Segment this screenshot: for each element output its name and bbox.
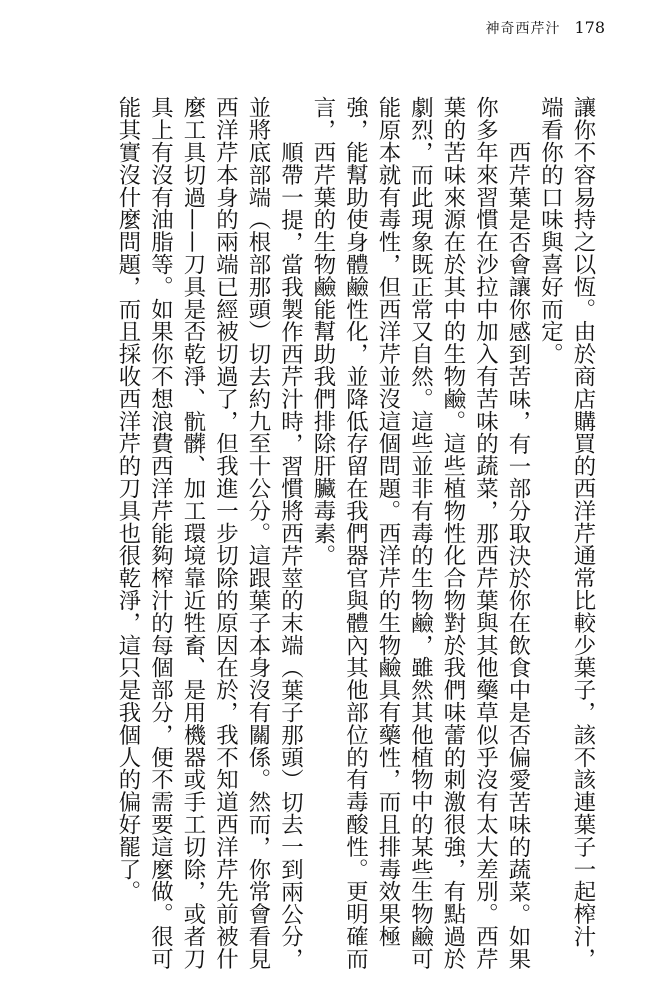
paragraph-3: 順帶一提，當我製作西芹汁時，習慣將西芹莖的末端（葉子那頭）切去一到兩公分，並將底部端（根部那頭）切去約九至十公分。這跟葉子本身沒有關係。然而，你常會看見西洋芹本身的兩端已經被切過了，但我進一步切除的原因在於，我不知道西洋芹先前被什麼工具切過——刀具是否乾淨、骯髒、加工環境靠近牲畜、是用機器或手工切除，或者刀具上有沒有油脂等。如果你不想浪費西洋芹能夠榨汁的每個部分，便不需要這麼做。很可能其實沒什麼問題，而且採收西洋芹的刀具也很乾淨，這只是我個人的偏好罷了。	[115, 96, 304, 970]
paragraph-1: 讓你不容易持之以恆。由於商店購買的西洋芹通常比較少葉子，該不該連葉子一起榨汁，端看你的口味與喜好而定。	[537, 96, 596, 970]
book-title: 神奇西芹汁	[485, 21, 561, 37]
vertical-body-text	[112, 96, 600, 976]
page-number: 178	[574, 18, 605, 37]
running-header	[485, 18, 605, 38]
paragraph-2: 西芹葉是否會讓你感到苦味，有一部分取決於你在飲食中是否偏愛苦味的蔬菜。如果你多年來習慣在沙拉中加入有苦味的蔬菜，那西芹葉與其他藥草似乎沒有太大差別。西芹葉的苦味來源在於其中的生物鹼。這些植物性化合物對於我們味蕾的刺激很強，有點過於劇烈，而此現象既正常又自然。這些並非有毒的生物鹼，雖然其他植物中的某些生物鹼可能原本就有毒性，但西洋芹並沒這個問題。西洋芹的生物鹼具有藥性，而且排毒效果極強，能幫助使身體鹼性化，並降低存留在我們器官與體內其他部位的有毒酸性。更明確而言，西芹葉的生物鹼能幫助我們排除肝臟毒素。	[310, 96, 531, 970]
